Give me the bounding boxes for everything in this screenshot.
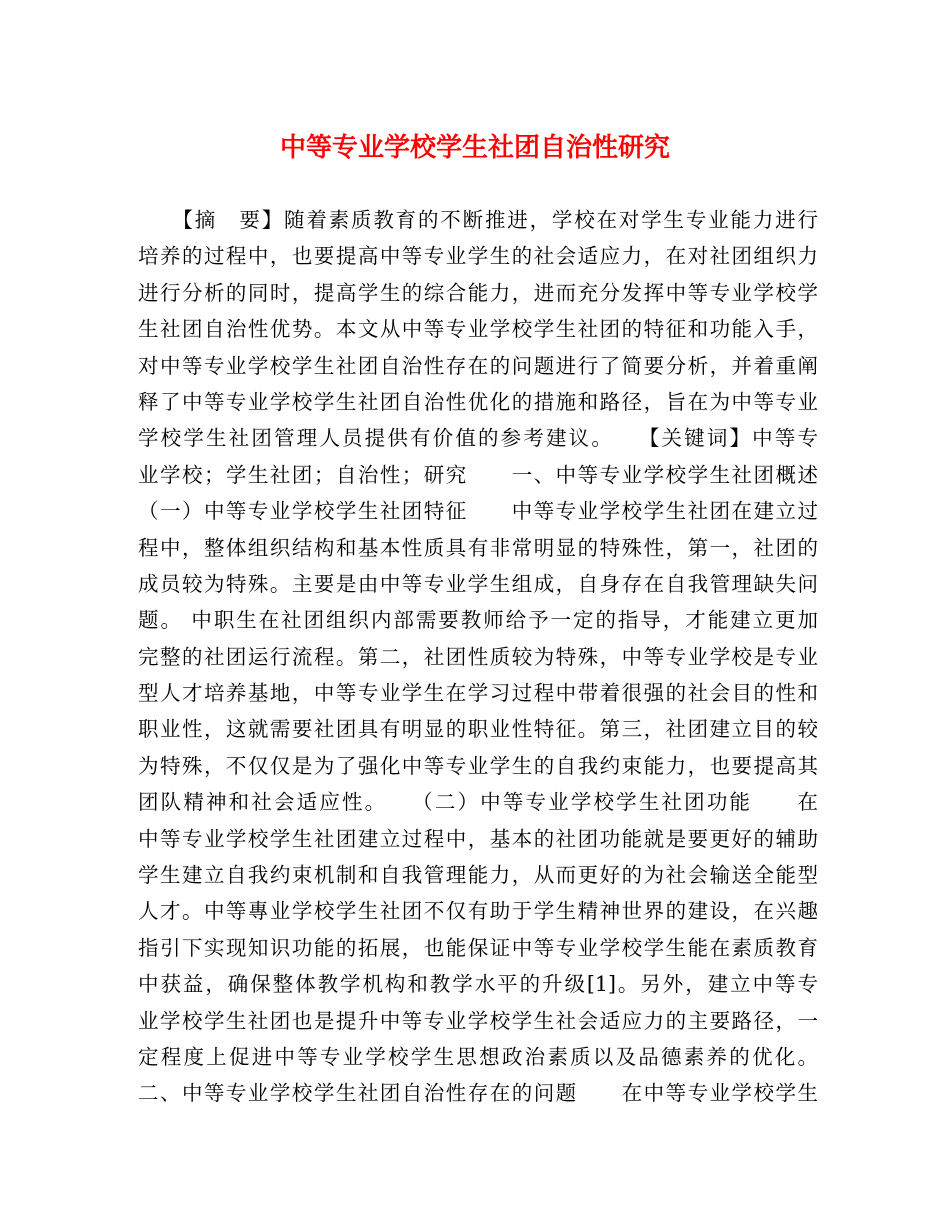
- body-text-line: 为特殊，不仅仅是为了强化中等专业学生的自我约束能力，也要提高其: [138, 753, 818, 778]
- body-text-line: 业学校学生社团也是提升中等专业学校学生社会适应力的主要路径，一: [138, 1008, 818, 1033]
- body-text-line: 指引下实现知识功能的拓展，也能保证中等专业学校学生能在素质教育: [138, 935, 818, 960]
- body-text-line: 学校学生社团管理人员提供有价值的参考建议。 【关键词】中等专: [138, 426, 818, 451]
- body-text-line: 对中等专业学校学生社团自治性存在的问题进行了简要分析，并着重阐: [138, 353, 818, 378]
- body-text-line: 职业性，这就需要社团具有明显的职业性特征。第三，社团建立目的较: [138, 717, 818, 742]
- body-text-line: 释了中等专业学校学生社团自治性优化的措施和路径，旨在为中等专业: [138, 389, 818, 414]
- body-text-line: 程中，整体组织结构和基本性质具有非常明显的特殊性，第一，社团的: [138, 535, 818, 560]
- document-body: [138, 202, 818, 1112]
- body-text-line: 中等专业学校学生社团建立过程中，基本的社团功能就是要更好的辅助: [138, 826, 818, 851]
- body-text-line: 进行分析的同时，提高学生的综合能力，进而充分发挥中等专业学校学: [138, 280, 818, 305]
- body-text-line: 二、中等专业学校学生社团自治性存在的问题 在中等专业学校学生: [138, 1081, 818, 1106]
- body-text-line: 业学校；学生社团；自治性；研究 一、中等专业学校学生社团概述: [138, 462, 818, 487]
- body-text-line: 【摘 要】随着素质教育的不断推进，学校在对学生专业能力进行: [138, 208, 818, 232]
- body-text-line: 团队精神和社会适应性。 （二）中等专业学校学生社团功能 在: [138, 790, 818, 815]
- body-text-line: 成员较为特殊。主要是由中等专业学生组成，自身存在自我管理缺失问: [138, 571, 818, 596]
- body-text-line: 学生建立自我约束机制和自我管理能力，从而更好的为社会输送全能型: [138, 863, 818, 888]
- body-text-line: 定程度上促进中等专业学校学生思想政治素质以及品德素养的优化。: [138, 1044, 818, 1069]
- body-text-line: 型人才培养基地，中等专业学生在学习过程中带着很强的社会目的性和: [138, 681, 818, 706]
- body-text-line: （一）中等专业学校学生社团特征 中等专业学校学生社团在建立过: [138, 499, 818, 524]
- body-text-line: 中获益，确保整体教学机构和教学水平的升级[1]。另外，建立中等专: [138, 972, 818, 997]
- body-text-line: 人才。中等專业学校学生社团不仅有助于学生精神世界的建设，在兴趣: [138, 899, 818, 924]
- body-text-line: 培养的过程中，也要提高中等专业学生的社会适应力，在对社团组织力: [138, 244, 818, 269]
- body-text-line: 题。 中职生在社团组织内部需要教师给予一定的指导，才能建立更加: [138, 608, 818, 633]
- body-text-line: 完整的社团运行流程。第二，社团性质较为特殊，中等专业学校是专业: [138, 644, 818, 669]
- body-text-line: 生社团自治性优势。本文从中等专业学校学生社团的特征和功能入手，: [138, 317, 818, 342]
- document-title: 中等专业学校学生社团自治性研究: [279, 133, 670, 163]
